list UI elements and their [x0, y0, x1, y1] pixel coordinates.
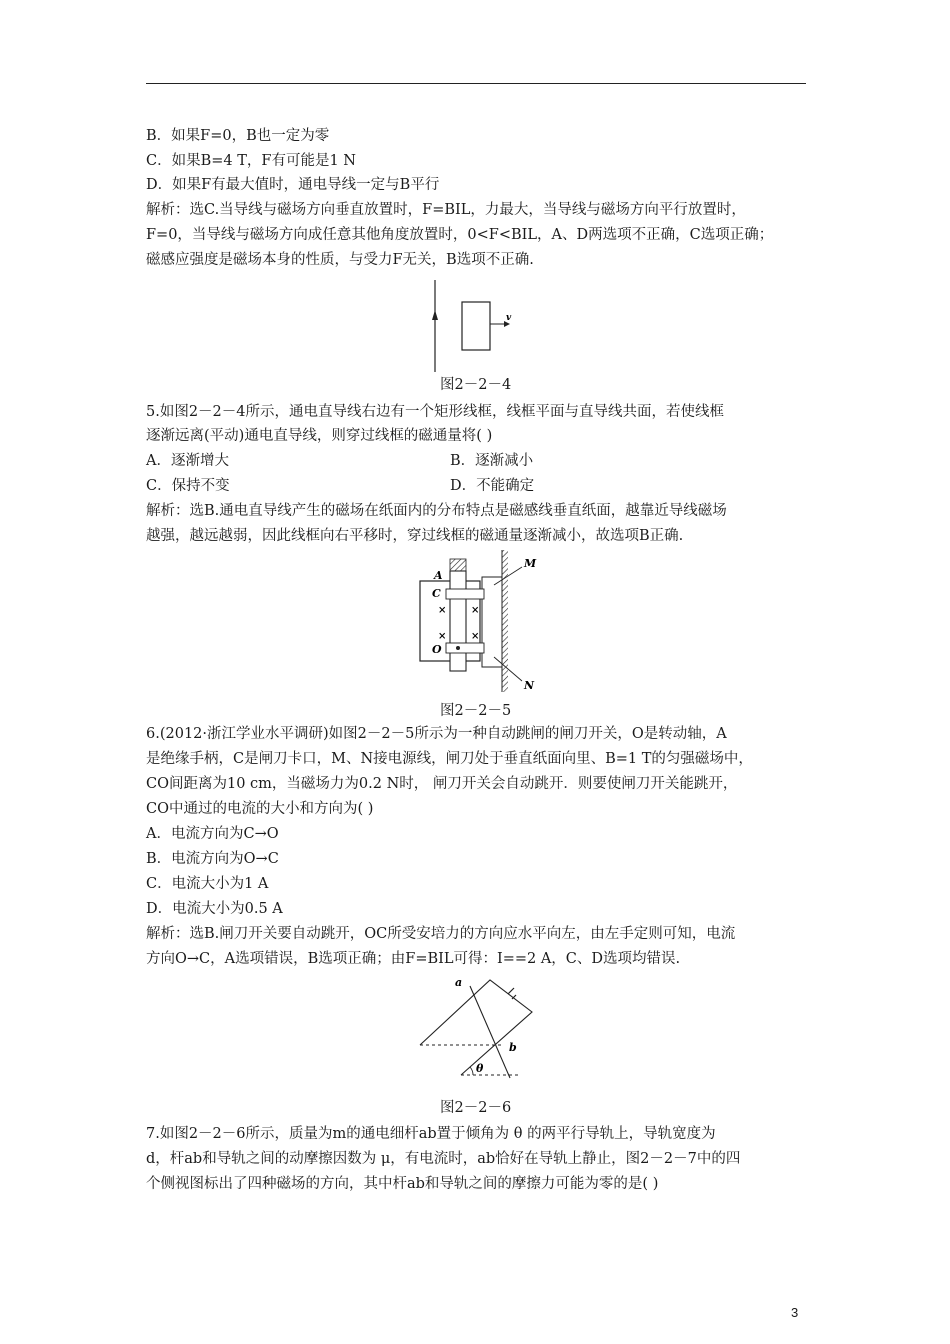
q6-option-d: D．电流大小为0.5 A: [146, 901, 283, 917]
q4-option-b: B．如果F=0，B也一定为零: [146, 128, 330, 144]
figure-2-2-6: [415, 972, 545, 1092]
figure-caption: 图2－2－5: [440, 703, 512, 719]
q5-option-c: C．保持不变: [146, 478, 230, 494]
q7-stem-line: 个侧视图标出了四种磁场的方向，其中杆ab和导轨之间的摩擦力可能为零的是( ): [146, 1176, 659, 1192]
q7-stem-line: d，杆ab和导轨之间的动摩擦因数为 μ，有电流时，ab恰好在导轨上静止，图2－2－7中的四: [146, 1151, 741, 1167]
label-a: a: [455, 976, 463, 989]
figure-2-2-5: [418, 545, 558, 695]
current-arrow-icon: [432, 310, 438, 320]
pivot-o-icon: [456, 646, 460, 650]
page-number: 3: [791, 1305, 799, 1320]
label-o: O: [432, 643, 442, 656]
q5-analysis-line: 越强，越远越弱，因此线框向右平移时，穿过线框的磁通量逐渐减小，故选项B正确.: [146, 528, 684, 544]
field-into-page-icon: ×: [471, 605, 480, 616]
q6-stem-line: CO中通过的电流的大小和方向为( ): [146, 801, 374, 817]
q5-option-a: A．逐渐增大: [146, 453, 229, 469]
q4-analysis-line: 磁感应强度是磁场本身的性质，与受力F无关，B选项不正确.: [146, 252, 534, 268]
figure-caption: 图2－2－6: [440, 1100, 512, 1116]
insulating-handle-a: [450, 559, 466, 571]
label-b: b: [509, 1041, 517, 1054]
q6-option-b: B．电流方向为O→C: [146, 851, 279, 867]
q4-option-c: C．如果B=4 T，F有可能是1 N: [146, 153, 356, 169]
q5-option-b: B．逐渐减小: [450, 453, 534, 469]
field-into-page-icon: ×: [438, 631, 447, 642]
latch-c: [446, 589, 484, 599]
field-into-page-icon: ×: [438, 605, 447, 616]
figure-2-2-4: [420, 280, 530, 375]
switch-base: [482, 577, 502, 667]
q5-stem-line: 5.如图2－2－4所示，通电直导线右边有一个矩形线框，线框平面与直导线共面，若使线框: [146, 404, 725, 420]
q7-stem-line: 7.如图2－2－6所示，质量为m的通电细杆ab置于倾角为 θ 的两平行导轨上，导轨宽度为: [146, 1126, 716, 1142]
velocity-label: v: [506, 313, 512, 323]
knife-blade: [450, 571, 466, 671]
figure-caption: 图2－2－4: [440, 377, 512, 393]
q5-analysis-line: 解析：选B.通电直导线产生的磁场在纸面内的分布特点是磁感线垂直纸面，越靠近导线磁场: [146, 503, 727, 519]
q6-stem-line: 6.(2012·浙江学业水平调研)如图2－2－5所示为一种自动跳闸的闸刀开关，O是转动轴，A: [146, 726, 727, 742]
label-a: A: [434, 569, 443, 582]
header-rule: [146, 83, 806, 84]
angle-arc: [470, 1067, 473, 1075]
q6-option-c: C．电流大小为1 A: [146, 876, 269, 892]
pivot-o-block: [446, 643, 484, 653]
q6-option-a: A．电流方向为C→O: [146, 826, 279, 842]
label-m: M: [524, 557, 537, 570]
rectangular-coil: [462, 302, 490, 350]
field-into-page-icon: ×: [471, 631, 480, 642]
wall-hatch: [502, 550, 508, 692]
q6-stem-line: CO间距离为10 cm，当磁场力为0.2 N时， 闸刀开关会自动跳开．则要使闸刀开关能跳开，: [146, 776, 738, 792]
label-theta: θ: [476, 1062, 484, 1075]
q4-analysis-line: 解析：选C.当导线与磁场方向垂直放置时，F=BIL，力最大，当导线与磁场方向平行放置时，: [146, 202, 746, 218]
q5-stem-line: 逐渐远离(平动)通电直导线，则穿过线框的磁通量将( ): [146, 428, 493, 444]
label-c: C: [432, 587, 441, 600]
q6-stem-line: 是绝缘手柄，C是闸刀卡口，M、N接电源线，闸刀处于垂直纸面向里、B=1 T的匀强磁场中，: [146, 751, 753, 767]
rail-frame: [420, 980, 532, 1075]
battery-long-plate: [508, 988, 514, 994]
q4-option-d: D．如果F有最大值时，通电导线一定与B平行: [146, 177, 440, 193]
q6-analysis-line: 方向O→C，A选项错误，B选项正确；由F=BIL可得：I==2 A，C、D选项均错误.: [146, 951, 681, 967]
q6-analysis-line: 解析：选B.闸刀开关要自动跳开，OC所受安培力的方向应水平向左，由左手定则可知，电流: [146, 926, 736, 942]
q5-option-d: D．不能确定: [450, 478, 535, 494]
q4-analysis-line: F=0，当导线与磁场方向成任意其他角度放置时，0<F<BIL，A、D两选项不正确，C选项正确；: [146, 227, 774, 243]
label-n: N: [524, 679, 535, 692]
